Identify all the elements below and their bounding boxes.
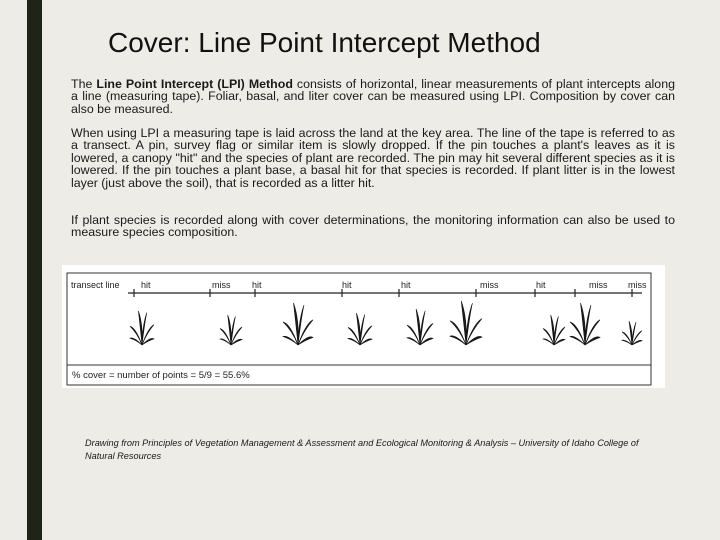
point-label-miss: miss bbox=[628, 280, 647, 290]
point-label-hit: hit bbox=[252, 280, 262, 290]
slide-title: Cover: Line Point Intercept Method bbox=[108, 27, 541, 58]
point-label-miss: miss bbox=[480, 280, 499, 290]
paragraph-composition: If plant species is recorded along with cover determinations, the monitoring information can also be used to measure species composition. bbox=[71, 213, 675, 240]
plant-icon bbox=[570, 303, 600, 345]
plant-icon bbox=[543, 315, 565, 345]
intro-lead: The bbox=[71, 77, 97, 91]
plant-icon bbox=[348, 313, 372, 345]
plant-icon bbox=[283, 303, 313, 345]
point-label-miss: miss bbox=[212, 280, 231, 290]
plant-icon bbox=[450, 301, 482, 345]
lpi-diagram-svg bbox=[62, 265, 665, 388]
transect-label: transect line bbox=[71, 280, 120, 290]
point-label-hit: hit bbox=[342, 280, 352, 290]
paragraph-procedure: When using LPI a measuring tape is laid across the land at the key area. The line of the tape is referred to as a transect. A pin, survey flag or similar item is slowly dropped. If the pin touches a plant's leaves as it is lowered, a canopy "hit" and the species of plant are recorded. The pin may hit several different species as it is lowered. If the pin touches a plant base, a basal hit for that species is recorded. If plant litter is in the lowest layer (just above the soil), that is recorded as a litter hit. bbox=[71, 126, 675, 190]
lpi-diagram bbox=[62, 265, 665, 388]
left-accent-bar bbox=[27, 0, 42, 540]
intro-bold-term: Line Point Intercept (LPI) Method bbox=[96, 77, 293, 91]
cover-formula: % cover = number of points = 5/9 = 55.6% bbox=[72, 370, 250, 381]
intro-rest: consists of horizontal, linear measurements of plant intercepts along a line (measuring tape). Foliar, basal, and liter cover can be measured using LPI. Composition by cover can also be measured. bbox=[71, 77, 675, 116]
point-label-hit: hit bbox=[141, 280, 151, 290]
point-label-miss: miss bbox=[589, 280, 608, 290]
point-label-hit: hit bbox=[401, 280, 411, 290]
paragraph-intro bbox=[71, 78, 675, 115]
figure-caption: Drawing from Principles of Vegetation Management & Assessment and Ecological Monitoring & Analysis – University of Idaho College of Natural Resources bbox=[85, 438, 639, 461]
plant-icon bbox=[622, 321, 642, 345]
plant-icon bbox=[407, 309, 433, 345]
point-label-hit: hit bbox=[536, 280, 546, 290]
plant-icon bbox=[130, 311, 154, 345]
plant-icon bbox=[220, 315, 242, 345]
